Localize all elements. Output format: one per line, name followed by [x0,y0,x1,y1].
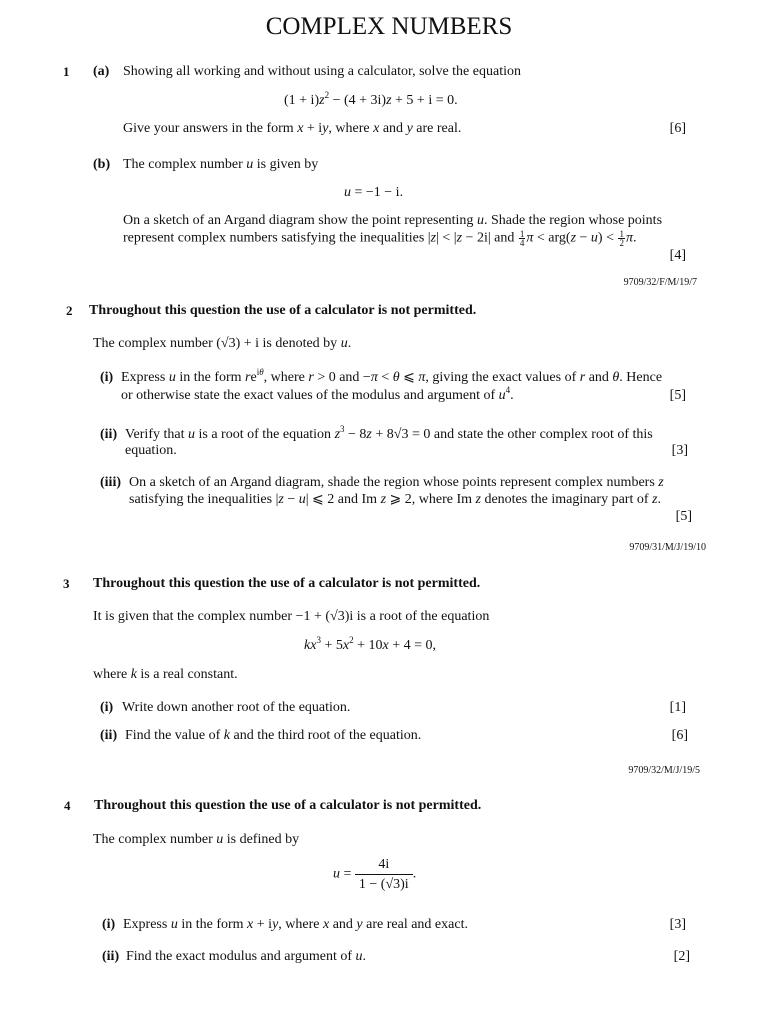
q3-part-i-text: Write down another root of the equation. [122,700,351,715]
q4-equation: u = $\frac{4i}{1 - (√3)i}$ . [333,857,417,892]
q3-part-i-marks: [1] [669,700,686,715]
q4-heading: Throughout this question the use of a calculator is not permitted. [94,798,482,813]
q2-part-i-label: (i) [100,370,114,385]
q3-part-ii-text: Find the value of k and the third root of the equation. [125,728,422,743]
q1-part-b-intro: The complex number u is given by [123,157,319,172]
q4-fraction-denominator: 1 − (√3)i [358,877,409,892]
q3-where: where k is a real constant. [93,667,238,682]
q4-intro: The complex number u is defined by [93,832,300,847]
q2-part-ii-line2: equation. [125,443,177,458]
q1-equation: $(1 + i)z^2 - (4 + 3i)z + 5 + i = 0$. [284,90,458,108]
q2-source-ref: 9709/31/M/J/19/10 [629,542,706,553]
q4-part-ii-text: Find the exact modulus and argument of u. [126,949,367,964]
q4-part-i-marks: [3] [669,917,686,932]
q1-part-a-answer-form: Give your answers in the form x + iy, where x and y are real. [123,121,462,136]
q3-source-ref: 9709/32/M/J/19/5 [628,765,700,776]
q4-part-ii-label: (ii) [102,949,120,964]
q2-part-i-line1: Express u in the form $re^{i\theta}$, where r > 0 and −π < θ ⩽ π, giving the exact values of r and θ. Hence [121,367,663,385]
question-2-number: 2 [66,303,73,318]
q2-intro: The complex number (√3) + i is denoted by u. [93,336,352,351]
q1-part-b-marks: [4] [669,248,686,263]
q3-equation: $kx^3 + 5x^2 + 10x + 4 = 0$, [304,635,436,653]
q1-source-ref: 9709/32/F/M/19/7 [623,277,697,288]
question-1-number: 1 [63,64,70,79]
q3-part-ii-label: (ii) [100,728,118,743]
q2-part-iii-label: (iii) [100,475,121,490]
question-4-number: 4 [64,798,71,813]
q4-part-i-label: (i) [102,917,116,932]
q3-part-i-label: (i) [100,700,114,715]
q2-part-i-marks: [5] [669,388,686,403]
q2-part-ii-line1: Verify that u is a root of the equation $z^3 - 8z + 8√3 = 0$ and state the other complex root of this [125,424,653,442]
q2-part-ii-marks: [3] [671,443,688,458]
q4-part-i-text: Express u in the form x + iy, where x and y are real and exact. [123,917,468,932]
q2-part-ii-label: (ii) [100,427,118,442]
q1-part-b-line1: On a sketch of an Argand diagram show the point representing u. Shade the region whose points [123,213,663,228]
q1-part-a-intro: Showing all working and without using a calculator, solve the equation [123,64,521,79]
q4-part-ii-marks: [2] [673,949,690,964]
q2-part-iii-line1: On a sketch of an Argand diagram, shade the region whose points represent complex numbers z [129,475,664,490]
q3-part-ii-marks: [6] [671,728,688,743]
q1-part-a-marks: [6] [669,121,686,136]
q2-part-iii-line2: satisfying the inequalities |z − u| ⩽ 2 and Im z ⩾ 2, where Im z denotes the imaginary part of z. [129,492,661,507]
q1-part-a-label: (a) [93,64,110,79]
q1-part-b-equation: u = −1 − i. [344,185,404,200]
page-title: COMPLEX NUMBERS [265,13,513,40]
q2-part-i-line2: or otherwise state the exact values of the modulus and argument of $u^4$. [121,385,514,403]
q3-heading: Throughout this question the use of a calculator is not permitted. [93,576,481,591]
q2-heading: Throughout this question the use of a calculator is not permitted. [89,303,477,318]
q1-part-b-line2: represent complex numbers satisfying the inequalities |z| < |z − 2i| and $\frac{1}{4}$ π < arg(z − u) < $\frac{1}{2}$ π. [123,229,637,248]
q1-part-b-label: (b) [93,157,111,172]
question-3-number: 3 [63,576,70,591]
q2-part-iii-marks: [5] [675,509,692,524]
q3-intro: It is given that the complex number −1 + (√3)i is a root of the equation [93,609,490,624]
q4-fraction-numerator: 4i [355,856,413,875]
